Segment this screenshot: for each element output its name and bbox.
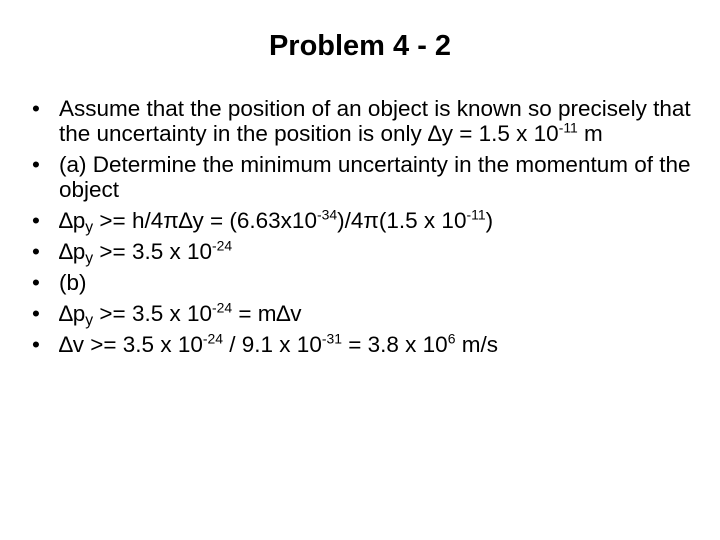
bullet-item-position-uncertainty: [32, 96, 692, 146]
exponent: -11: [558, 119, 578, 136]
exponent: -24: [212, 237, 233, 254]
bullet-text: )/4π(1.5 x 10: [337, 208, 467, 233]
bullet-text: Assume that the position of an object is known so precisely that the uncertainty in the position is only ∆y = 1.5 x 10: [59, 96, 691, 146]
bullet-dot: •: [32, 332, 40, 357]
bullet-text: (a) Determine the minimum uncertainty in the momentum of the object: [59, 152, 691, 202]
bullet-text: m/s: [455, 332, 498, 357]
exponent: 6: [447, 330, 456, 347]
bullet-list: [32, 96, 692, 363]
bullet-dot: •: [32, 239, 40, 264]
bullet-item-part-a: [32, 152, 692, 202]
bullet-text: = 3.8 x 10: [341, 332, 448, 357]
bullet-text: ∆p: [59, 239, 86, 264]
bullet-item-velocity-result: [32, 332, 692, 357]
bullet-text: ): [485, 208, 494, 233]
subscript: y: [85, 249, 94, 267]
bullet-item-momentum-result: [32, 237, 692, 267]
exponent: -34: [316, 206, 338, 223]
bullet-dot: •: [32, 208, 40, 233]
bullet-text: >= 3.5 x 10: [93, 239, 212, 264]
bullet-text: >= 3.5 x 10: [93, 301, 212, 326]
slide-title: Problem 4 - 2: [268, 30, 452, 62]
bullet-item-momentum-equals: [32, 299, 692, 329]
bullet-text: >= h/4π∆y = (6.63x10: [93, 208, 317, 233]
bullet-item-momentum-formula: [32, 206, 692, 236]
exponent: -24: [212, 299, 233, 316]
bullet-text: / 9.1 x 10: [223, 332, 322, 357]
bullet-item-part-b: [32, 270, 692, 295]
bullet-text: (b): [59, 270, 87, 295]
exponent: -31: [321, 330, 342, 347]
bullet-text: m: [577, 121, 603, 146]
bullet-dot: •: [32, 152, 40, 177]
exponent: -11: [466, 206, 486, 223]
subscript: y: [85, 311, 94, 329]
bullet-text: ∆p: [59, 301, 86, 326]
bullet-text: ∆v >= 3.5 x 10: [59, 332, 203, 357]
exponent: -24: [202, 330, 224, 347]
bullet-dot: •: [32, 270, 40, 295]
bullet-dot: •: [32, 96, 40, 121]
bullet-text: = m∆v: [232, 301, 302, 326]
subscript: y: [85, 218, 94, 236]
bullet-dot: •: [32, 301, 40, 326]
bullet-text: ∆p: [59, 208, 86, 233]
